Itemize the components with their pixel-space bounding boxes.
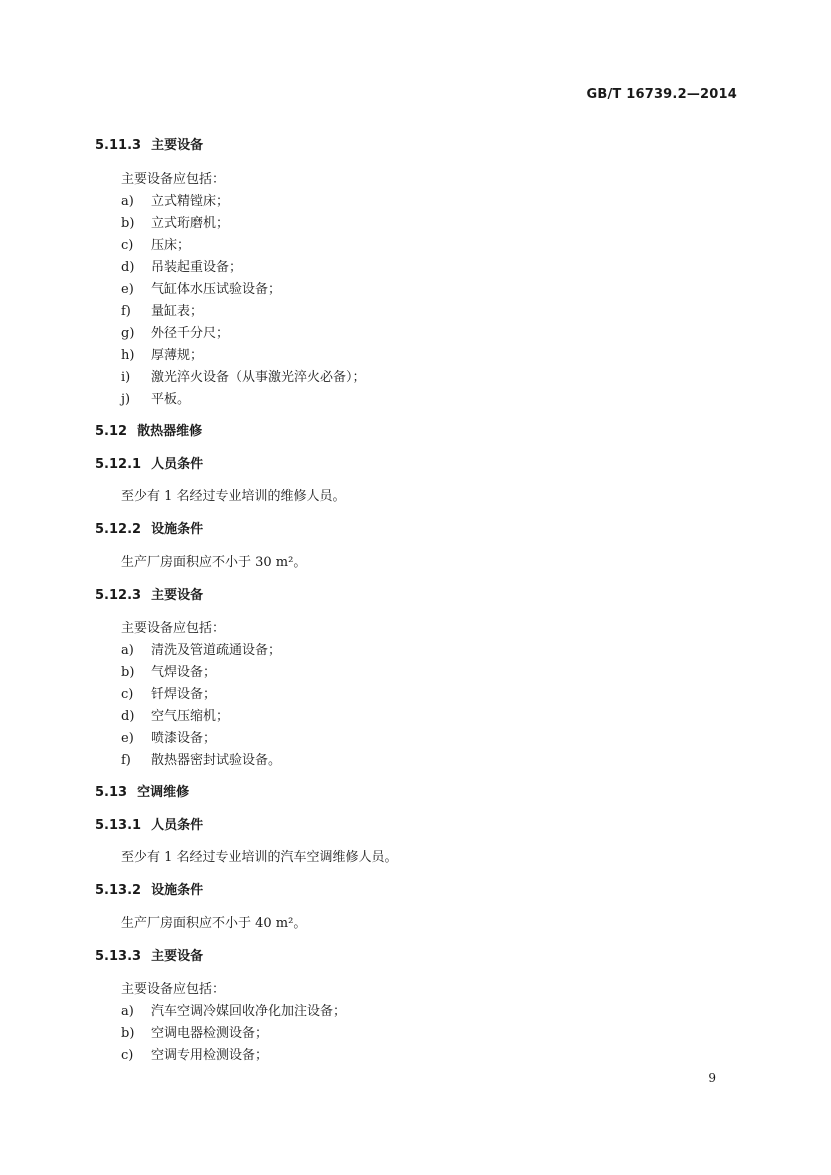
list-item-text: 量缸表； [151, 304, 204, 319]
section-title: 空调维修 [137, 785, 190, 800]
list-item-text: 外径千分尺； [151, 326, 230, 341]
list-item-label: e) [121, 731, 134, 746]
list-item-text: 空调专用检测设备； [151, 1048, 269, 1063]
section-heading [95, 521, 203, 539]
list-item-label: a) [121, 643, 134, 658]
paragraph: 主要设备应包括： [121, 172, 226, 187]
section-heading [95, 784, 189, 802]
list-item-text: 气焊设备； [151, 665, 217, 680]
paragraph: 至少有 1 名经过专业培训的汽车空调维修人员。 [121, 850, 398, 865]
section-number: 5.12.3 [95, 588, 142, 603]
section-number: 5.12.2 [95, 522, 142, 537]
list-item-text: 空气压缩机； [151, 709, 230, 724]
list-item [121, 642, 281, 660]
list-item-label: c) [121, 1048, 134, 1063]
list-item [121, 708, 229, 726]
section-title: 人员条件 [151, 818, 204, 833]
section-number: 5.13.1 [95, 818, 142, 833]
list-item-label: j) [121, 392, 131, 407]
list-item [121, 325, 229, 343]
list-item-label: c) [121, 238, 134, 253]
list-item [121, 664, 216, 682]
section-number: 5.13 [95, 785, 128, 800]
list-item-label: d) [121, 260, 135, 275]
list-item-label: b) [121, 216, 135, 231]
list-item-label: f) [121, 753, 131, 768]
section-title: 主要设备 [151, 949, 204, 964]
list-item-text: 厚薄规； [151, 348, 204, 363]
paragraph: 至少有 1 名经过专业培训的维修人员。 [121, 489, 346, 504]
section-number: 5.12 [95, 424, 128, 439]
list-item-text: 激光淬火设备（从事激光淬火必备）； [151, 370, 366, 385]
list-item [121, 259, 242, 277]
list-item-label: a) [121, 1004, 134, 1019]
section-title: 人员条件 [151, 457, 204, 472]
section-heading [95, 948, 203, 966]
list-item-label: a) [121, 194, 134, 209]
section-title: 设施条件 [151, 522, 204, 537]
list-item [121, 281, 281, 299]
list-item [121, 303, 203, 321]
list-item [121, 193, 229, 211]
section-number: 5.11.3 [95, 138, 142, 153]
list-item-text: 平板。 [151, 392, 191, 407]
paragraph: 主要设备应包括： [121, 621, 226, 636]
section-number: 5.12.1 [95, 457, 142, 472]
list-item-label: e) [121, 282, 134, 297]
list-item-text: 压床； [151, 238, 191, 253]
list-item-label: b) [121, 665, 135, 680]
list-item-label: f) [121, 304, 131, 319]
section-heading [95, 587, 203, 605]
list-item-label: i) [121, 370, 131, 385]
page-number: 9 [708, 1071, 716, 1085]
list-item [121, 347, 203, 365]
section-heading [95, 456, 203, 474]
section-title: 主要设备 [151, 588, 204, 603]
list-item [121, 686, 216, 704]
list-item [121, 369, 366, 387]
list-item-text: 气缸体水压试验设备； [151, 282, 282, 297]
list-item-label: b) [121, 1026, 135, 1041]
list-item [121, 391, 190, 409]
list-item-text: 立式珩磨机； [151, 216, 230, 231]
list-item-label: c) [121, 687, 134, 702]
list-item-text: 散热器密封试验设备。 [151, 753, 282, 768]
list-item-text: 喷漆设备； [151, 731, 217, 746]
list-item [121, 1003, 346, 1021]
list-item-text: 空调电器检测设备； [151, 1026, 269, 1041]
list-item [121, 1047, 268, 1065]
list-item [121, 730, 216, 748]
list-item-text: 清洗及管道疏通设备； [151, 643, 282, 658]
section-title: 设施条件 [151, 883, 204, 898]
section-heading [95, 137, 203, 155]
standard-number: GB/T 16739.2—2014 [586, 87, 737, 102]
list-item-label: h) [121, 348, 135, 363]
section-number: 5.13.2 [95, 883, 142, 898]
section-heading [95, 423, 202, 441]
list-item-text: 立式精镗床； [151, 194, 230, 209]
list-item-label: g) [121, 326, 135, 341]
list-item-label: d) [121, 709, 135, 724]
list-item [121, 752, 281, 770]
list-item [121, 237, 190, 255]
section-title: 主要设备 [151, 138, 204, 153]
list-item [121, 1025, 268, 1043]
section-heading [95, 882, 203, 900]
paragraph: 主要设备应包括： [121, 982, 226, 997]
section-title: 散热器维修 [137, 424, 203, 439]
list-item-text: 汽车空调冷媒回收净化加注设备； [151, 1004, 347, 1019]
section-heading [95, 817, 203, 835]
paragraph: 生产厂房面积应不小于 40 m²。 [121, 916, 307, 931]
list-item-text: 吊装起重设备； [151, 260, 243, 275]
list-item [121, 215, 229, 233]
list-item-text: 钎焊设备； [151, 687, 217, 702]
section-number: 5.13.3 [95, 949, 142, 964]
paragraph: 生产厂房面积应不小于 30 m²。 [121, 555, 307, 570]
